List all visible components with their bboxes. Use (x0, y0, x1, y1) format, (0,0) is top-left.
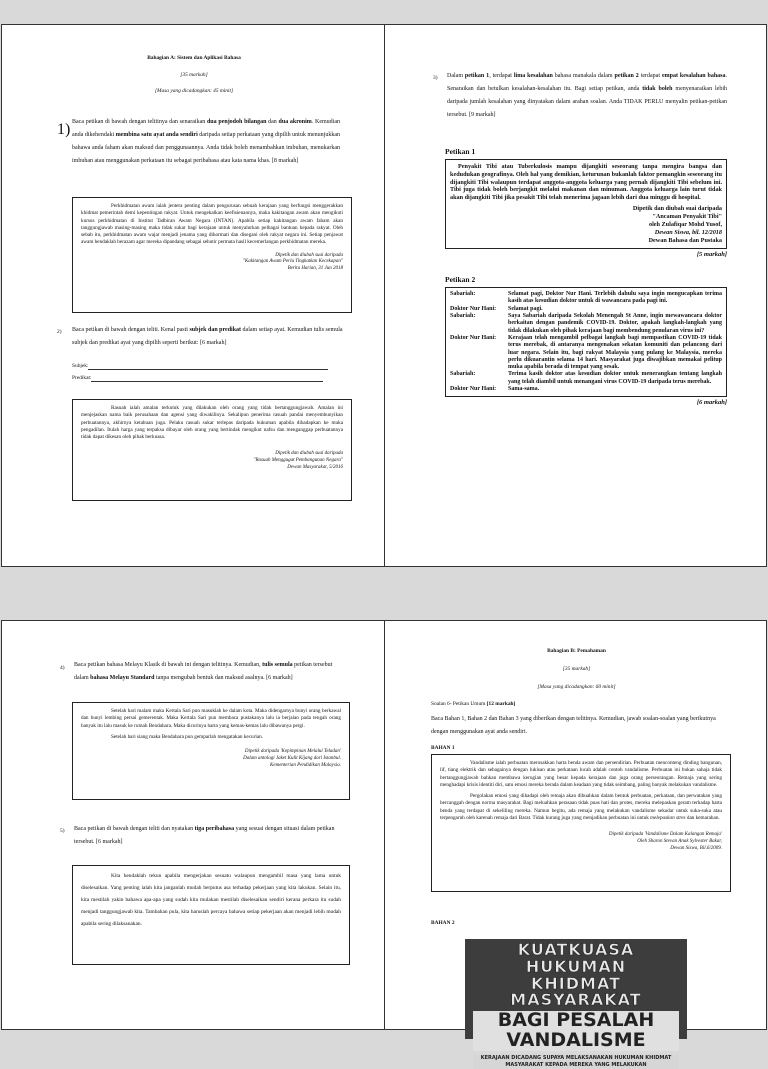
petikan-1-box (445, 159, 727, 249)
section-a-title: Bahagian A: Sistem dan Aplikasi Bahasa (147, 55, 241, 61)
passage-4-source: Dipetik daripada 'Kepimpinan Melalui Teladan' Dalam antologi Jaket Kulit Kijang dari Istanbul. Kementerian Pendidikan Malaysia. (243, 749, 341, 768)
petikan-1-heading: Petikan 1 (445, 147, 476, 156)
petikan-1 (445, 147, 727, 258)
petikan-2 (445, 275, 727, 406)
page-2 (384, 24, 767, 567)
dialog-line: Doktor Nur Hani: Selamat pagi. (450, 305, 543, 312)
bahan-1-box (431, 754, 731, 892)
dialog-line: Doktor Nur Hani: Sama-sama. (450, 386, 540, 393)
question-3-number: 3) (433, 75, 438, 81)
soalan-6-label: Soalan 6- Petikan Umum [12 markah] (431, 701, 516, 707)
petikan-1-marks: [5 markah] (696, 251, 727, 259)
dialog-line: Doktor Nur Hani: Kerajaan telah mengambil pelbagai langkah bagi mempastikan COVID-19 tidak terus merebak, di antaranya mengenakan sekatan komuniti dan pelancong dari luar negara. Selain itu, bagi rakyat Malaysia yang pulang ke Malaysia, mereka perlu dikuarantin selama 14 hari. Masyarakat juga diwajibkan memakai pelitup muka apabila berada di tempat yang sesak. (450, 334, 722, 371)
petikan-1-source: Dipetik dan diubah suai daripada "Ancaman Penyakit Tibi" oleh Zulafiqar Mohd Yusof, Dewan Siswa, bil. 12/2018 Dewan Bahasa dan Pustaka (632, 204, 722, 244)
bahan-1-text: Vandalisme ialah perbuatan merosakkan harta benda awam dan persendirian. Perbuatan menconteng dinding bangunan, lif, tiang elektrik dan sebagainya dengan lukisan atau perkataan lucah adalah contoh vandalisme. Perbuatan ini bukan sahaja tidak bertanggungjawab bahkan membawa kerugian yang besar kepada kerajaan dan juga orang perseorangan. Remaja yang sering menghadapi krisis identiti diri, satu emosi mereka berada dalam keadaan yang tidak seimbang, paling banyak melakukan vandalisme. (440, 760, 722, 788)
page-3 (1, 620, 385, 1030)
passage-2-box (72, 399, 352, 501)
question-2-text: Baca petikan di bawah dengan teliti. Kenal pasti subjek dan predikat dalam setiap ayat. Kemudian tulis semula subjek dan predikat ayat yang dipilih seperti berikut: [6 markah] (72, 327, 343, 346)
petikan-2-marks: [6 markah] (696, 399, 727, 407)
section-a-time: [Masa yang dicadangkan: 45 minit] (154, 88, 234, 94)
question-1-number: 1) (57, 121, 71, 138)
question-4-number: 4) (60, 665, 65, 671)
question-2-number: 2) (57, 329, 62, 335)
subjek-line[interactable]: Subjek: (72, 363, 328, 370)
predikat-line[interactable]: Predikat: (72, 375, 323, 382)
section-a-marks: [35 markah] (180, 72, 208, 78)
bahan-2-poster (465, 939, 687, 1068)
section-b-title: Bahagian B: Pemahaman (547, 648, 606, 654)
bahan-1-source: Dipetik daripada 'Vandalisme Dalam Kalangan Remaja' Oleh Sharon Stevan Anak Sylvester Bakar, Dewan Siswa, Bil.6/2009. (608, 832, 722, 851)
bahan-1-text-2: Pergolakan emosi yang dihadapi oleh remaja akan dibuahkan dalam bentuk perbuatan, perkataan, dan perwatakan yang bercanggah dengan norma masyarakat. Bagi meluahkan perasaan tidak puas hati dan protes, mereka melepaskan geram terhadap harta benda yang terdapat di sekeliling mereka. Namun begitu, ada remaja yang melakukan vandalisme sekadar untuk suka-suka atau terpengaruh oleh karenah remaja dari Barat. Tidak kurang juga yang menjadikan perbuatan ini untuk melepaskan stres dan kemarahan. (440, 793, 722, 821)
petikan-1-text: Penyakit Tibi atau Tuberkulosis mampu dijangkiti seseorang tanpa mengira bangsa dan kedudukan geografinya. Oleh hal yang demikian, keturunan bukanlah faktor pemangkin seseorang itu dijangkiti Tibi walaupun terdapat anggota-anggota keluarga yang pernah dijangkiti Tibi sebelum ini. Tibi juga tidak boleh berjangkit melalui makanan dan minuman. Anggota keluarga lain turut tidak akan dijangkiti Tibi jika pesakit Tibi telah menerima jagaan lebih dari dua minggu di hospital. (450, 163, 722, 201)
question-1-text: Baca petikan di bawah dengan telitinya dan senaraikan dua penjodoh bilangan dan dua akronim. Kemudian anda dikehendaki membina satu ayat anda sendiri daripada setiap perkataan yang dipilih untuk menunjukkan bahawa anda faham akan maksud dan penggunaannya. Anda tidak boleh menambahkan imbuhan, menukarkan imbuhan atau menggunakan perkataan itu sebagai peribahasa atau kata nama khas. [8 markah] (72, 119, 341, 164)
bahan-instructions: Baca Bahan 1, Bahan 2 dan Bahan 3 yang diberikan dengan telitinya. Kemudian, jawab soalan-soalan yang berikutnya dengan menggunakan ayat anda sendiri. (431, 716, 716, 735)
passage-1-box (72, 197, 352, 313)
question-5-text: Baca petikan di bawah dengan teliti dan nyatakan tiga peribahasa yang sesuai dengan situasi dalam petikan tersebut. [6 markah] (74, 826, 335, 845)
passage-1-text: Perkhidmatan awam ialah jentera penting dalam pengurusan sebuah kerajaan yang berfungsi menggerakkan khidmat pemerintah demi kepentingan rakyat. Untuk mengekalkan keefisienannya, maka kakitangan awam akan mengikuti kursus perkhidmatan di Institut Tadbiran Awam Negara (INTAN). Apabila setiap kakitangan awam faham akan tanggungjawab masing-masing maka tidak sukar bagi kerajaan untuk menyalurkan pelbagai bantuan kepada rakyat. Oleh sebab itu, perkhidmatan awam wajar menjadi jenama yang dihormati dan disegani oleh rakyat negara ini. Setiap penjawat awam hendaklah berazam agar mereka dipandang sebagai sebutir permata hasil kecemerlangan perkhidmatan mereka. (81, 203, 343, 246)
poster-subtext: KERAJAAN DICADANG SUPAYA MELAKSANAKAN HUKUMAN KHIDMAT MASYARAKAT KEPADA MEREKA YANG MELAKUKAN (473, 1054, 679, 1069)
poster-headline: BAGI PESALAH VANDALISME (473, 1011, 679, 1051)
poster-line-2: KHIDMAT MASYARAKAT (510, 973, 642, 1010)
passage-2-text: Rasuah ialah amalan terkutuk yang dilakukan oleh orang yang tidak bertanggungjawab. Amalan ini menjejaskan nama baik perusahaan dan agensi yang diwakilinya. Sekalipun penerima rasuah pandai menyembunyikan perbuatannya, akhirnya ketahuan juga. Pelaku rasuah sukar terlepas daripada hukuman apabila dihadapkan ke muka pengadilan. Itulah harga yang terpaksa dibayar oleh orang yang bertindak mengikut nafsu dan menganggap perbuatannya tidak dapat dikesan oleh pihak berkuasa. (81, 405, 343, 441)
passage-5-text: Kita hendaklah tekun apabila mengerjakan sesuatu walaupun mengambil masa yang lama untuk diselesaikan. Yang penting ialah kita janganlah mudah berputus asa terhadap pekerjaan yang kita lakukan. Selain itu, kita mestilah yakin bahawa apa-apa yang sudah kita mulakan mestilah diselesaikan sendiri kerana perkara itu sudah menjadi tanggungjawab kita. Tambahan pula, kita haruslah percaya bahawa setiap pekerjaan akan menjadi lebih mudah apabila sering dilaksanakan. (81, 873, 341, 927)
petikan-2-box (445, 287, 727, 397)
bahan-1-label: BAHAN 1 (431, 745, 455, 751)
bahan-2-label: BAHAN 2 (431, 920, 455, 926)
passage-4-text: Setelah hari malam maka Kertala Sari pun masuklah ke dalam kota. Maka didengarnya bunyi orang berkawal dan bunyi lembing persai gemerentak. Maka Kertala Sari pun membaca pustakanya lalu ia berjalan pada tengah orang banyak itu lalu masuk ke rumah Bendahara. Maka dicurinya harta yang kemas-kemas lalu dibawanya pergi. (81, 708, 341, 729)
question-3-text: Dalam petikan 1, terdapat lima kesalahan bahasa manakala dalam petikan 2 terdapat empat kesalahan bahasa. Senaraikan dan betulkan kesalahan-kesalahan itu. Bagi setiap petikan, anda tidak boleh menyenaraikan lebih daripada jumlah kesalahan yang dinyatakan dalam arahan soalan. Anda TIDAK PERLU menyalin petikan-petikan tersebut. [9 markah] (447, 73, 727, 118)
petikan-2-heading: Petikan 2 (445, 275, 476, 284)
section-b-marks: [35 markah] (562, 666, 591, 672)
question-5-number: 5) (60, 828, 65, 834)
passage-5-box (72, 865, 350, 965)
passage-1-source: Dipetik dan diubah suai daripada "Kakitangan Awam Perlu Tingkatkan Kecekapan" Berita Harian, 31 Jun 2018 (242, 252, 343, 272)
page-4 (384, 620, 767, 1068)
dialog-line: Sabariah: Terima kasih doktor atas kesudian doktor untuk menerangkan tentang langkah yang telah diambil untuk menangani virus COVID-19 daripada terus merebak. (450, 371, 722, 385)
page-1 (1, 24, 385, 567)
passage-2-source: Dipetik dan diubah suai daripada "Rasuah Menggugat Pembangunan Negara" Dewan Masyarakat, 5/2016 (253, 451, 343, 470)
dialog-line: Sabariah: Selamat pagi, Doktor Nur Hani. Terlebih dahulu saya ingin mengucapkan terima kasih atas kesudian doktor untuk di wawancara pada pagi ini. (450, 291, 722, 305)
poster-line-1: KUATKUASA HUKUMAN (517, 940, 635, 976)
passage-4-box (72, 702, 350, 800)
dialog-line: Sabariah: Saya Sabariah daripada Sekolah Menengah St Anne, ingin mewawancara doktor berkaitan dengan pandemik COVID-19. Doktor, apakah langkah-langkah yang tidak dilakukan oleh pihak kerajaan bagi membendung penularan virus ini? (450, 312, 722, 334)
section-b-time: [Masa yang dicadangkan: 60 minit] (537, 684, 616, 690)
question-4-text: Baca petikan bahasa Melayu Klasik di bawah ini dengan telitinya. Kemudian, tulis semula petikan tersebut dalam bahasa Melayu Standard tanpa mengubah bentuk dan maksud asalnya. [6 markah] (74, 662, 333, 681)
passage-4-text-2: Setelah hari siang maka Bendahara pun gemparlah mengatakan kecurian. (111, 733, 263, 740)
